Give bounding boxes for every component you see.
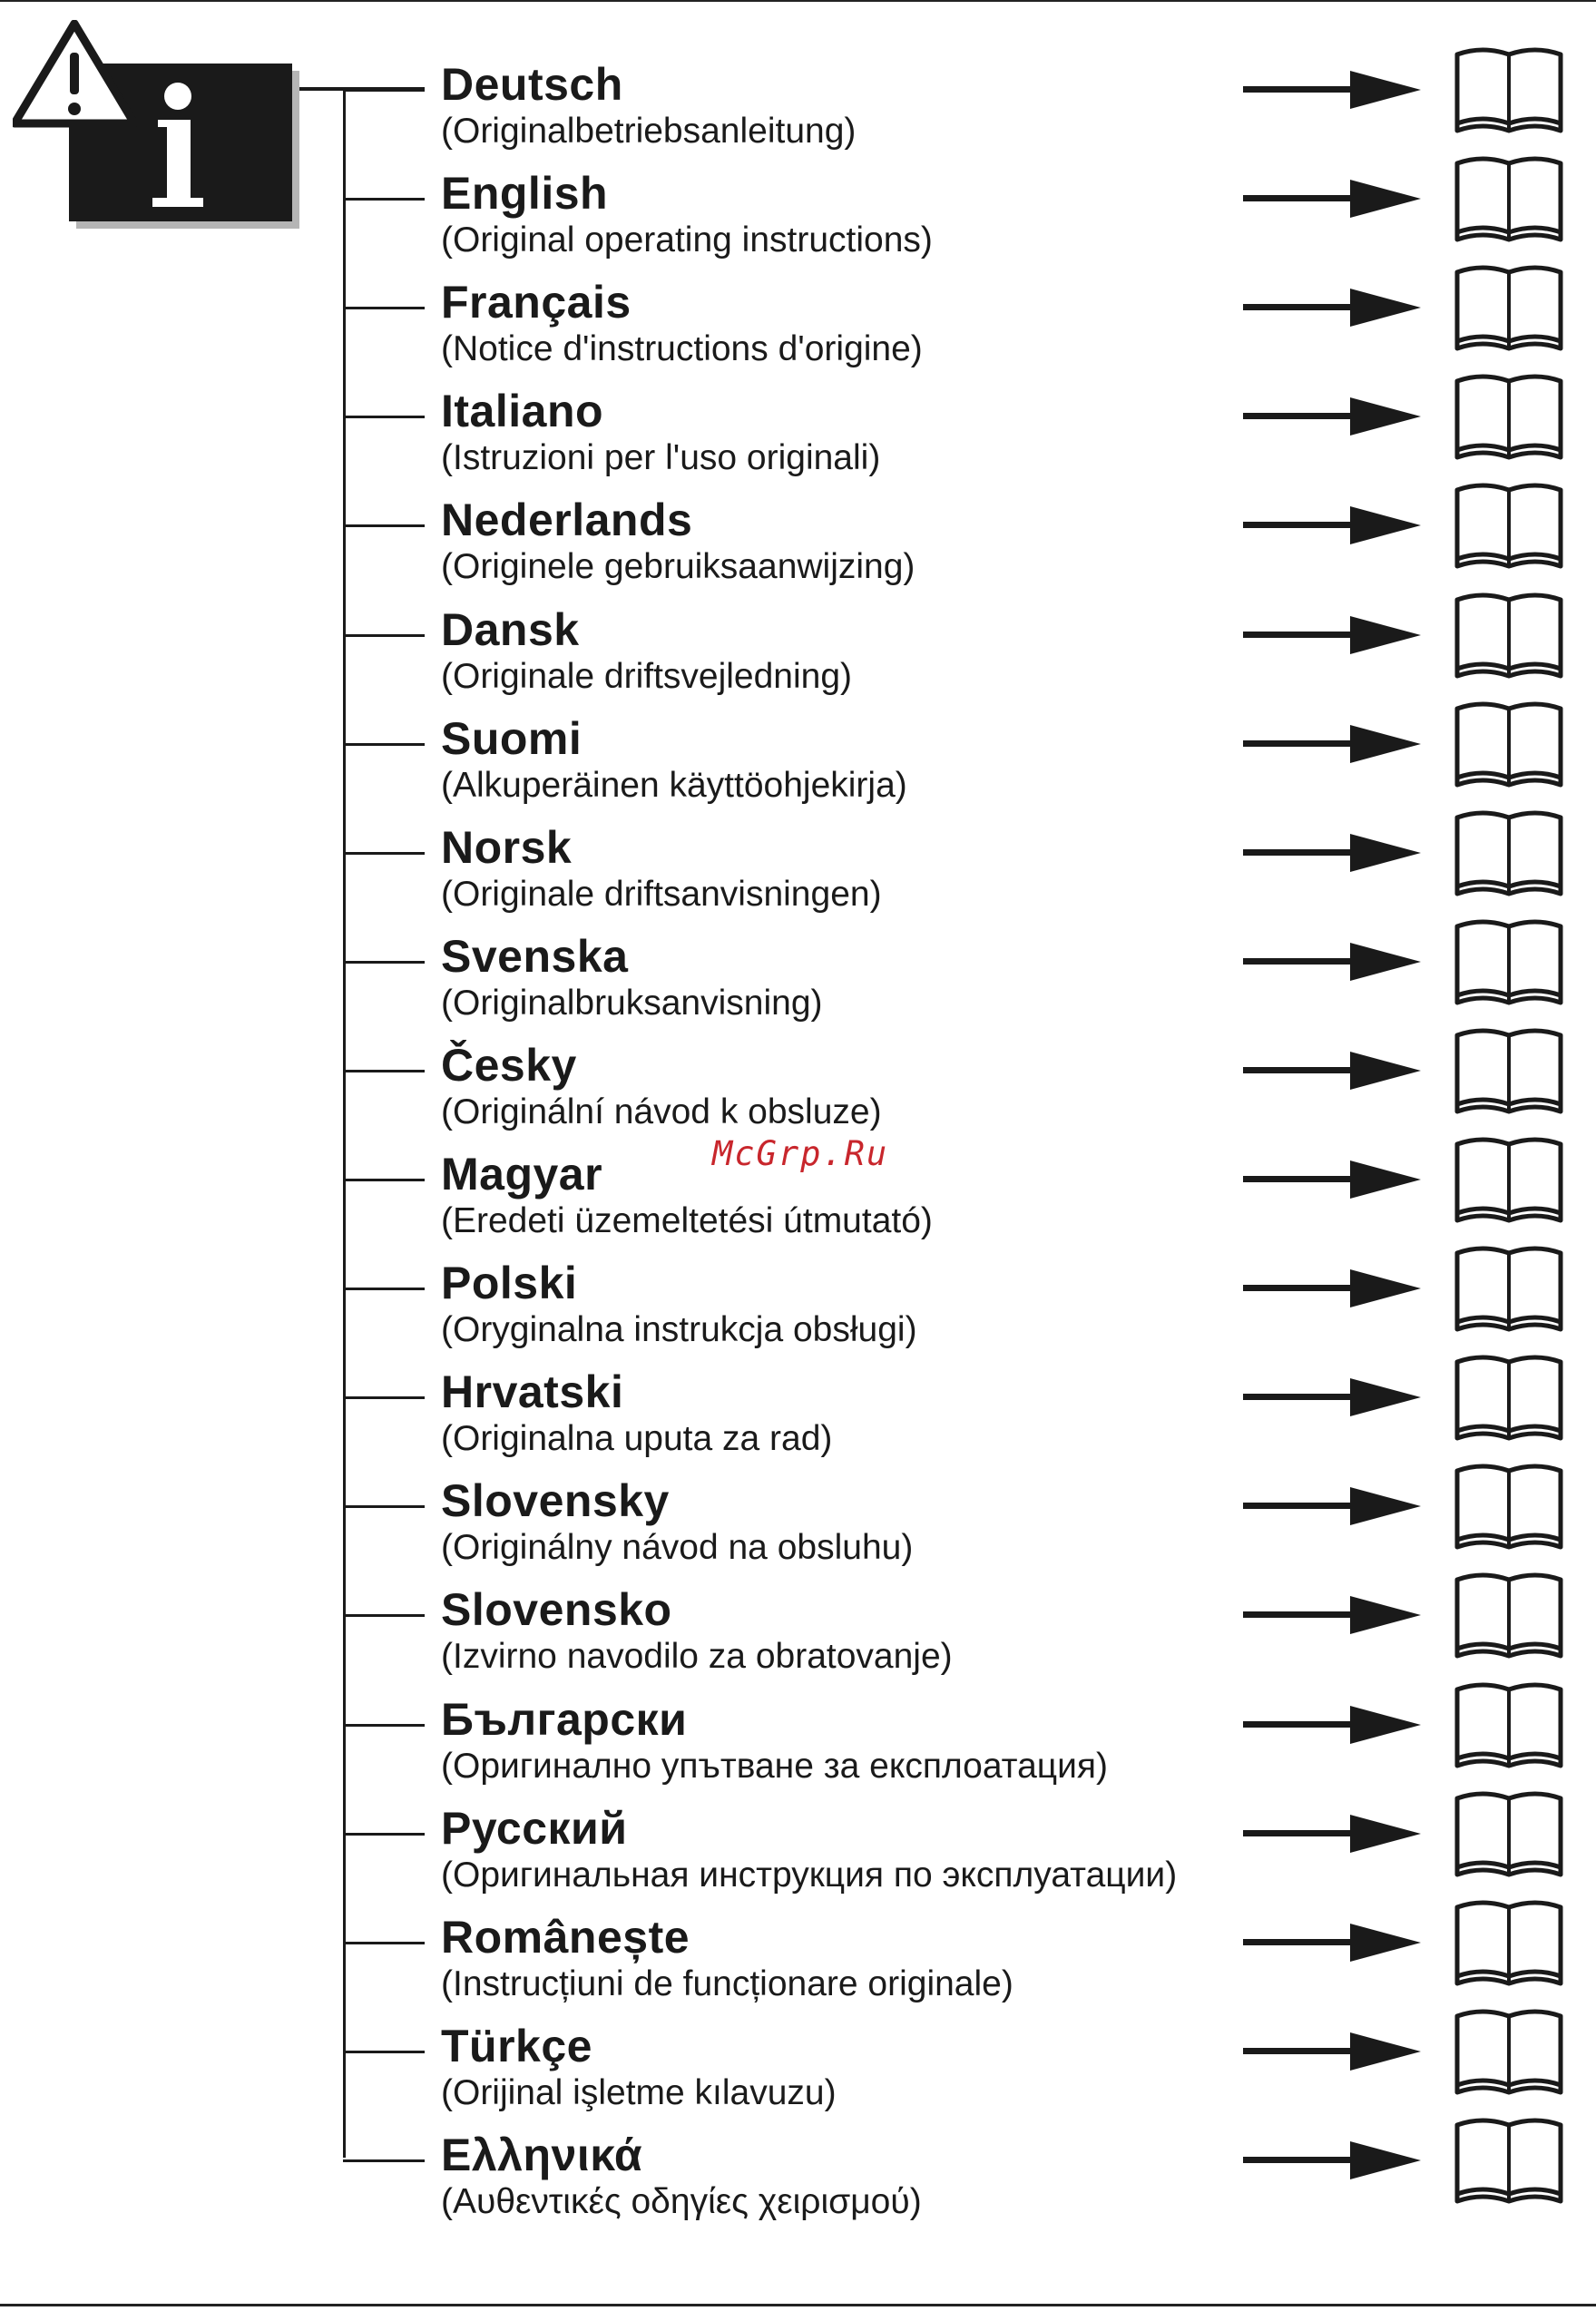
open-book-icon[interactable]	[1452, 152, 1566, 247]
language-name: Suomi	[441, 713, 583, 764]
language-subtitle: (Izvirno navodilo za obratovanje)	[441, 1637, 953, 1676]
open-book-icon[interactable]	[1452, 1024, 1566, 1119]
tree-branch-line	[343, 1505, 425, 1508]
arrow-right-icon	[1243, 394, 1421, 439]
language-subtitle: (Originele gebruiksaanwijzing)	[441, 547, 915, 586]
language-subtitle: (Originalbetriebsanleitung)	[441, 112, 857, 151]
tree-branch-line	[343, 1614, 425, 1617]
tree-branch-line	[343, 89, 425, 92]
language-name: Ελληνικά	[441, 2130, 643, 2180]
tree-branch-line	[343, 1724, 425, 1727]
open-book-icon[interactable]	[1452, 916, 1566, 1010]
open-book-icon[interactable]	[1452, 1896, 1566, 1991]
language-name: English	[441, 168, 609, 219]
open-book-icon[interactable]	[1452, 370, 1566, 465]
language-item[interactable]	[0, 2130, 1596, 2268]
tree-branch-line	[343, 2159, 425, 2162]
language-name: Polski	[441, 1258, 578, 1308]
tree-branch-line	[343, 961, 425, 964]
tree-branch-line	[343, 1288, 425, 1290]
open-book-icon[interactable]	[1452, 44, 1566, 138]
tree-branch-line	[343, 1396, 425, 1399]
tree-branch-line	[343, 416, 425, 418]
tree-branch-line	[343, 1942, 425, 1944]
arrow-right-icon	[1243, 67, 1421, 113]
watermark: McGrp.Ru	[712, 1134, 889, 1173]
language-subtitle: (Originalna uputa za rad)	[441, 1419, 833, 1458]
open-book-icon[interactable]	[1452, 698, 1566, 792]
language-name: Slovensko	[441, 1584, 672, 1635]
arrow-right-icon	[1243, 1157, 1421, 1202]
language-subtitle: (Alkuperäinen käyttöohjekirja)	[441, 766, 907, 805]
arrow-right-icon	[1243, 1375, 1421, 1420]
arrow-right-icon	[1243, 1048, 1421, 1093]
open-book-icon[interactable]	[1452, 1679, 1566, 1773]
language-name: Deutsch	[441, 59, 623, 110]
open-book-icon[interactable]	[1452, 1569, 1566, 1663]
tree-branch-line	[343, 524, 425, 527]
language-subtitle: (Istruzioni per l'uso originali)	[441, 438, 881, 477]
arrow-right-icon	[1243, 721, 1421, 767]
arrow-right-icon	[1243, 1592, 1421, 1638]
tree-branch-line	[343, 743, 425, 746]
language-subtitle: (Originalbruksanvisning)	[441, 984, 823, 1023]
language-name: Dansk	[441, 604, 580, 655]
arrow-right-icon	[1243, 1266, 1421, 1311]
language-subtitle: (Originale driftsanvisningen)	[441, 875, 882, 914]
language-subtitle: (Αυθεντικές οδηγίες χειρισμού)	[441, 2182, 922, 2221]
tree-branch-line	[343, 1179, 425, 1181]
language-name: Norsk	[441, 822, 573, 873]
language-name: Česky	[441, 1040, 577, 1091]
language-name: Slovensky	[441, 1475, 670, 1526]
language-subtitle: (Оригинално упътване за експлоатация)	[441, 1747, 1109, 1786]
open-book-icon[interactable]	[1452, 589, 1566, 683]
tree-branch-line	[343, 2051, 425, 2053]
language-subtitle: (Originální návod k obsluze)	[441, 1092, 882, 1131]
language-subtitle: (Original operating instructions)	[441, 220, 933, 259]
tree-branch-line	[343, 307, 425, 309]
tree-branch-line	[343, 1070, 425, 1072]
open-book-icon[interactable]	[1452, 807, 1566, 901]
open-book-icon[interactable]	[1452, 479, 1566, 573]
open-book-icon[interactable]	[1452, 1787, 1566, 1882]
arrow-right-icon	[1243, 1702, 1421, 1748]
arrow-right-icon	[1243, 176, 1421, 221]
language-name: Românește	[441, 1912, 690, 1963]
open-book-icon[interactable]	[1452, 1133, 1566, 1228]
language-subtitle: (Oryginalna instrukcja obsługi)	[441, 1310, 917, 1349]
language-name: Nederlands	[441, 495, 693, 545]
language-name: Magyar	[441, 1149, 603, 1200]
arrow-right-icon	[1243, 612, 1421, 658]
language-name: Svenska	[441, 931, 629, 982]
language-name: Hrvatski	[441, 1366, 624, 1417]
arrow-right-icon	[1243, 285, 1421, 330]
open-book-icon[interactable]	[1452, 1351, 1566, 1445]
language-name: Türkçe	[441, 2021, 592, 2071]
language-name: Български	[441, 1694, 688, 1745]
tree-branch-line	[343, 1833, 425, 1836]
arrow-right-icon	[1243, 2029, 1421, 2074]
arrow-right-icon	[1243, 830, 1421, 876]
arrow-right-icon	[1243, 503, 1421, 548]
language-subtitle: (Originale driftsvejledning)	[441, 657, 853, 696]
tree-branch-line	[343, 198, 425, 201]
language-subtitle: (Originálny návod na obsluhu)	[441, 1528, 914, 1567]
arrow-right-icon	[1243, 939, 1421, 984]
open-book-icon[interactable]	[1452, 261, 1566, 356]
language-subtitle: (Notice d'instructions d'origine)	[441, 329, 923, 368]
arrow-right-icon	[1243, 1920, 1421, 1965]
tree-branch-line	[343, 852, 425, 855]
open-book-icon[interactable]	[1452, 1460, 1566, 1554]
language-subtitle: (Оригинальная инструкция по эксплуатации)	[441, 1856, 1178, 1895]
tree-branch-line	[343, 634, 425, 637]
language-subtitle: (Eredeti üzemeltetési útmutató)	[441, 1201, 933, 1240]
arrow-right-icon	[1243, 1811, 1421, 1856]
language-subtitle: (Instrucțiuni de funcționare originale)	[441, 1964, 1013, 2003]
language-name: Français	[441, 277, 632, 328]
open-book-icon[interactable]	[1452, 2114, 1566, 2208]
open-book-icon[interactable]	[1452, 2005, 1566, 2100]
language-name: Italiano	[441, 386, 604, 436]
arrow-right-icon	[1243, 2138, 1421, 2183]
open-book-icon[interactable]	[1452, 1242, 1566, 1337]
bottom-rule	[0, 2304, 1596, 2306]
language-subtitle: (Orijinal işletme kılavuzu)	[441, 2073, 837, 2112]
arrow-right-icon	[1243, 1484, 1421, 1529]
language-name: Русский	[441, 1803, 628, 1854]
